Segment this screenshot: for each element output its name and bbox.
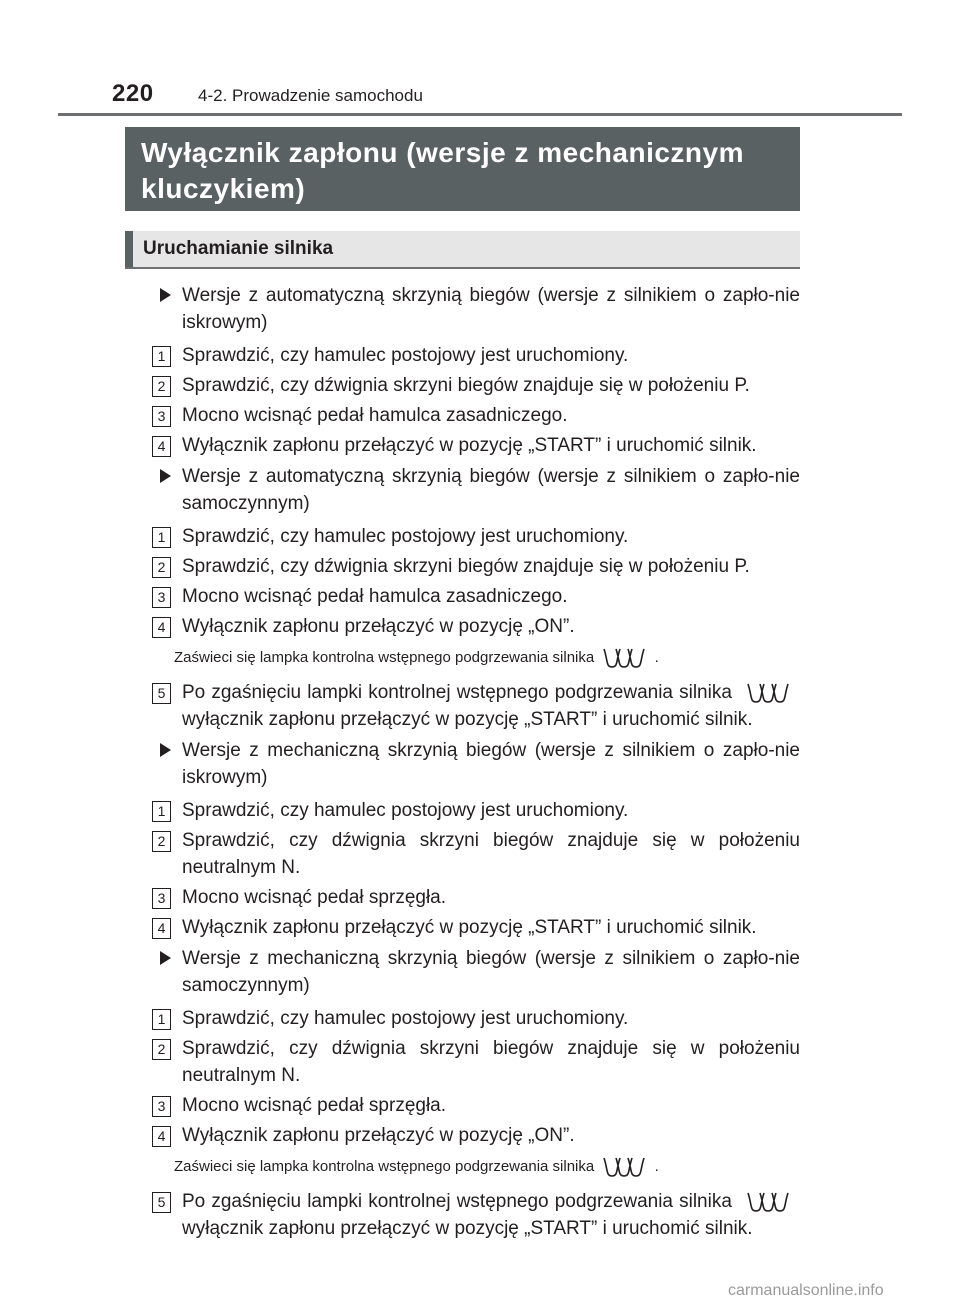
step-number: 3 (152, 406, 171, 427)
step-item (152, 1005, 800, 1032)
step-text: Wyłącznik zapłonu przełączyć w pozycję „START” i uruchomić silnik. (182, 917, 757, 938)
step-item (152, 797, 800, 824)
step-number: 3 (152, 587, 171, 608)
step-text: Sprawdzić, czy dźwignia skrzyni biegów znajduje się w położeniu neutralnym N. (182, 830, 800, 878)
step-text: Wyłącznik zapłonu przełączyć w pozycję „START” i uruchomić silnik. (182, 435, 757, 456)
step-text: Mocno wcisnąć pedał sprzęgła. (182, 1095, 447, 1116)
step-item (152, 432, 800, 459)
section-bullet (152, 463, 800, 517)
section-bullet (152, 945, 800, 999)
step-number: 1 (152, 801, 171, 822)
glow-plug-indicator-icon (742, 682, 794, 704)
step-item (152, 613, 800, 640)
step-text: Po zgaśnięciu lampki kontrolnej wstępnego podgrzewania silnika (182, 682, 732, 703)
step-text: Mocno wcisnąć pedał hamulca zasadniczego. (182, 405, 568, 426)
step-text: wyłącznik zapłonu przełączyć w pozycję „START” i uruchomić silnik. (182, 1218, 753, 1239)
step-item (152, 342, 800, 369)
step-note: Zaświeci się lampka kontrolna wstępnego podgrzewania silnika . (152, 1152, 800, 1182)
step-number: 2 (152, 376, 171, 397)
step-item (152, 827, 800, 881)
step-text: Wyłącznik zapłonu przełączyć w pozycję „ON”. (182, 1125, 575, 1146)
step-item (152, 372, 800, 399)
triangle-right-icon (160, 743, 171, 757)
step-item (152, 523, 800, 550)
section-subheading (125, 231, 800, 269)
step-number: 3 (152, 1096, 171, 1117)
step-item (152, 583, 800, 610)
step-number: 2 (152, 831, 171, 852)
step-item (152, 402, 800, 429)
step-text: Mocno wcisnąć pedał sprzęgła. (182, 887, 447, 908)
section-bullet (152, 737, 800, 791)
step-text: Sprawdzić, czy hamulec postojowy jest uruchomiony. (182, 800, 629, 821)
step-text: Sprawdzić, czy dźwignia skrzyni biegów znajduje się w położeniu P. (182, 556, 750, 577)
triangle-right-icon (160, 951, 171, 965)
step-number: 4 (152, 1126, 171, 1147)
step-text: Sprawdzić, czy hamulec postojowy jest uruchomiony. (182, 345, 629, 366)
step-item (152, 1188, 800, 1242)
step-note: Zaświeci się lampka kontrolna wstępnego podgrzewania silnika . (152, 643, 800, 673)
chapter-title: 4-2. Prowadzenie samochodu (198, 86, 423, 105)
glow-plug-indicator-icon (598, 1156, 650, 1178)
glow-plug-indicator-icon (598, 647, 650, 669)
step-item (152, 1092, 800, 1119)
bullet-text: Wersje z automatyczną skrzynią biegów (wersje z silnikiem o zapło-nie samoczynnym) (182, 466, 800, 514)
step-number: 4 (152, 918, 171, 939)
subheading-text: Uruchamianie silnika (143, 238, 334, 259)
watermark: carmanualsonline.info (728, 1282, 884, 1299)
note-text: Zaświeci się lampka kontrolna wstępnego podgrzewania silnika (174, 649, 595, 666)
bullet-text: Wersje z mechaniczną skrzynią biegów (wersje z silnikiem o zapło-nie samoczynnym) (182, 948, 800, 996)
step-text: Wyłącznik zapłonu przełączyć w pozycję „ON”. (182, 616, 575, 637)
note-text: Zaświeci się lampka kontrolna wstępnego podgrzewania silnika (174, 1158, 595, 1175)
step-number: 2 (152, 557, 171, 578)
page-number: 220 (112, 80, 154, 107)
step-number: 5 (152, 683, 171, 704)
step-item (152, 679, 800, 733)
header-rule (58, 113, 902, 116)
page-title: Wyłącznik zapłonu (wersje z mechanicznym kluczykiem) (141, 137, 744, 204)
step-text: Po zgaśnięciu lampki kontrolnej wstępnego podgrzewania silnika (182, 1191, 732, 1212)
step-text: Sprawdzić, czy dźwignia skrzyni biegów znajduje się w położeniu P. (182, 375, 750, 396)
step-number: 1 (152, 1009, 171, 1030)
instructions (152, 278, 800, 1245)
bullet-text: Wersje z mechaniczną skrzynią biegów (wersje z silnikiem o zapło-nie iskrowym) (182, 740, 800, 788)
bullet-text: Wersje z automatyczną skrzynią biegów (wersje z silnikiem o zapło-nie iskrowym) (182, 285, 800, 333)
step-item (152, 884, 800, 911)
step-item (152, 914, 800, 941)
subheading-accent-bar (125, 231, 133, 267)
step-text: Sprawdzić, czy hamulec postojowy jest uruchomiony. (182, 1008, 629, 1029)
step-item (152, 1035, 800, 1089)
section-bullet (152, 282, 800, 336)
step-number: 1 (152, 346, 171, 367)
step-text: Sprawdzić, czy hamulec postojowy jest uruchomiony. (182, 526, 629, 547)
step-number: 4 (152, 617, 171, 638)
step-number: 4 (152, 436, 171, 457)
step-text: Mocno wcisnąć pedał hamulca zasadniczego. (182, 586, 568, 607)
glow-plug-indicator-icon (742, 1191, 794, 1213)
triangle-right-icon (160, 288, 171, 302)
step-item (152, 553, 800, 580)
step-text: Sprawdzić, czy dźwignia skrzyni biegów znajduje się w położeniu neutralnym N. (182, 1038, 800, 1086)
step-number: 2 (152, 1039, 171, 1060)
triangle-right-icon (160, 469, 171, 483)
step-item (152, 1122, 800, 1149)
title-banner (125, 127, 800, 211)
step-text: wyłącznik zapłonu przełączyć w pozycję „START” i uruchomić silnik. (182, 709, 753, 730)
step-number: 1 (152, 527, 171, 548)
step-number: 5 (152, 1192, 171, 1213)
step-number: 3 (152, 888, 171, 909)
